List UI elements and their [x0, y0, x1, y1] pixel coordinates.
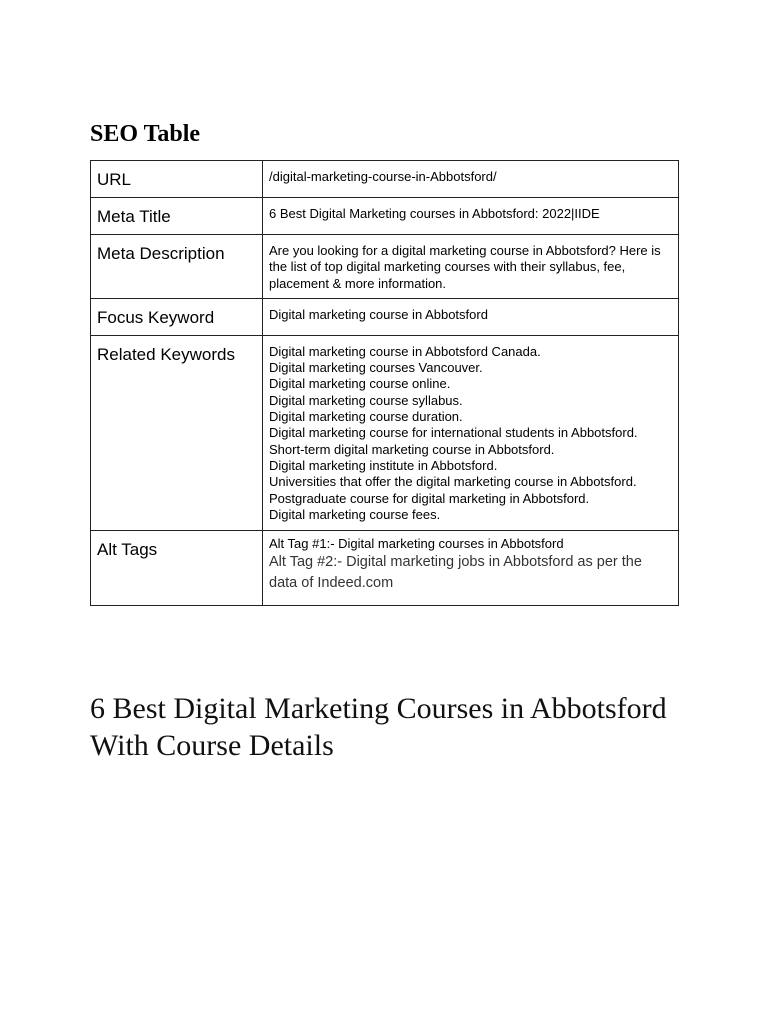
related-keyword-item: Digital marketing institute in Abbotsford. [269, 457, 498, 473]
related-keyword-item: Digital marketing course for international students in Abbotsford. [269, 425, 638, 441]
related-keyword-item: Digital marketing course in Abbotsford Canada. [269, 343, 541, 359]
seo-table [90, 160, 679, 606]
table-row-alt-tags [91, 530, 679, 605]
focus-keyword-label: Focus Keyword [91, 298, 263, 335]
alt-tags-label: Alt Tags [91, 530, 263, 605]
meta-description-label: Meta Description [91, 235, 263, 299]
meta-description-value: Are you looking for a digital marketing course in Abbotsford? Here is the list of top digital marketing courses with their syllabus, fee, placement & more information. [263, 235, 679, 299]
url-label: URL [91, 161, 263, 198]
meta-title-label: Meta Title [91, 198, 263, 235]
related-keywords-list [263, 335, 679, 530]
related-keywords-label: Related Keywords [91, 335, 263, 530]
table-row-meta-title [91, 198, 679, 235]
focus-keyword-value: Digital marketing course in Abbotsford [263, 298, 679, 335]
related-keyword-item: Postgraduate course for digital marketing in Abbotsford. [269, 490, 590, 506]
alt-tag-item: Alt Tag #1:- Digital marketing courses in Abbotsford [269, 535, 564, 551]
url-value: /digital-marketing-course-in-Abbotsford/ [263, 161, 679, 198]
table-row-meta-description [91, 235, 679, 299]
related-keyword-item: Digital marketing course fees. [269, 506, 441, 522]
related-keyword-item: Universities that offer the digital marketing course in Abbotsford. [269, 474, 637, 490]
meta-title-value: 6 Best Digital Marketing courses in Abbotsford: 2022|IIDE [263, 198, 679, 235]
related-keyword-item: Digital marketing course syllabus. [269, 392, 463, 408]
related-keyword-item: Digital marketing course duration. [269, 409, 463, 425]
table-row-focus-keyword [91, 298, 679, 335]
table-row-url [91, 161, 679, 198]
page-title: SEO Table [90, 121, 201, 147]
related-keyword-item: Digital marketing course online. [269, 376, 451, 392]
related-keyword-item: Digital marketing courses Vancouver. [269, 360, 483, 376]
related-keyword-item: Short-term digital marketing course in Abbotsford. [269, 441, 555, 457]
alt-tags-list [263, 530, 679, 605]
alt-tag-item: Alt Tag #2:- Digital marketing jobs in Abbotsford as per the data of Indeed.com [269, 554, 642, 592]
table-row-related-keywords [91, 335, 679, 530]
section-heading: 6 Best Digital Marketing Courses in Abbotsford With Course Details [90, 692, 667, 762]
